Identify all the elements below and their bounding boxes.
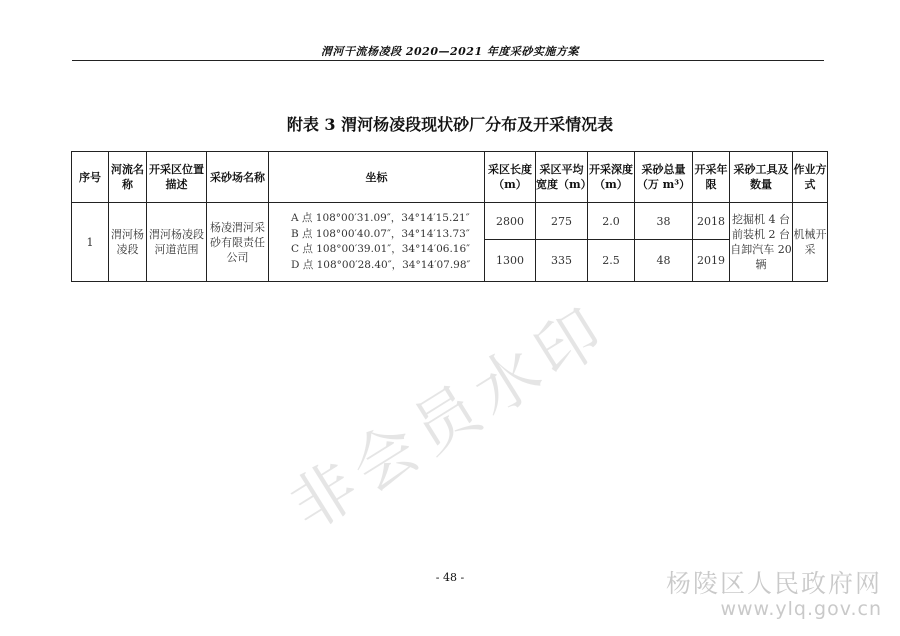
running-header: 渭河干流杨凌段 2020—2021 年度采砂实施方案 [321, 45, 579, 58]
col-header-coords: 坐标 [269, 152, 485, 203]
page-number: - 48 - [435, 571, 465, 584]
col-header-location: 开采区位置描述 [147, 152, 207, 203]
cell-length-2: 1300 [485, 240, 536, 282]
sand-site-table [71, 151, 828, 282]
col-header-length: 采区长度（m） [485, 152, 536, 203]
cell-width-1: 275 [536, 203, 588, 240]
col-header-total: 采砂总量（万 m³） [635, 152, 693, 203]
cell-method: 机械开采 [793, 203, 828, 282]
site-name-watermark: 杨陵区人民政府网 [665, 569, 882, 598]
cell-depth-2: 2.5 [588, 240, 635, 282]
cell-depth-1: 2.0 [588, 203, 635, 240]
col-header-company: 采砂场名称 [207, 152, 269, 203]
cell-total-2: 48 [635, 240, 693, 282]
table-row [72, 203, 828, 240]
cell-length-1: 2800 [485, 203, 536, 240]
table-title: 附表 3 渭河杨凌段现状砂厂分布及开采情况表 [286, 115, 614, 134]
col-header-depth: 开采深度（m） [588, 152, 635, 203]
cell-tools: 挖掘机 4 台 前装机 2 台 自卸汽车 20 辆 [730, 203, 793, 282]
col-header-no: 序号 [72, 152, 109, 203]
cell-coords [269, 203, 485, 282]
coord-a: A 点 108°00′31.09″，34°14′15.21″ [291, 212, 470, 224]
coord-c: C 点 108°00′39.01″，34°14′06.16″ [291, 243, 471, 255]
cell-company: 杨凌渭河采砂有限责任公司 [207, 203, 269, 282]
cell-river: 渭河杨凌段 [109, 203, 147, 282]
cell-width-2: 335 [536, 240, 588, 282]
cell-location: 渭河杨凌段河道范围 [147, 203, 207, 282]
cell-total-1: 38 [635, 203, 693, 240]
header-rule [72, 60, 824, 61]
col-header-river: 河流名称 [109, 152, 147, 203]
site-url-watermark: www.ylq.gov.cn [720, 598, 882, 620]
col-header-years: 开采年限 [693, 152, 730, 203]
cell-year-1: 2018 [693, 203, 730, 240]
watermark: 非会员水印 [277, 291, 623, 546]
col-header-tools: 采砂工具及数量 [730, 152, 793, 203]
col-header-width: 采区平均宽度（m） [536, 152, 588, 203]
coord-d: D 点 108°00′28.40″，34°14′07.98″ [291, 258, 471, 271]
coord-b: B 点 108°00′40.07″，34°14′13.73″ [291, 227, 470, 240]
col-header-method: 作业方式 [793, 152, 828, 203]
cell-year-2: 2019 [693, 240, 730, 282]
cell-no: 1 [72, 203, 109, 282]
table-header-row [72, 152, 828, 203]
